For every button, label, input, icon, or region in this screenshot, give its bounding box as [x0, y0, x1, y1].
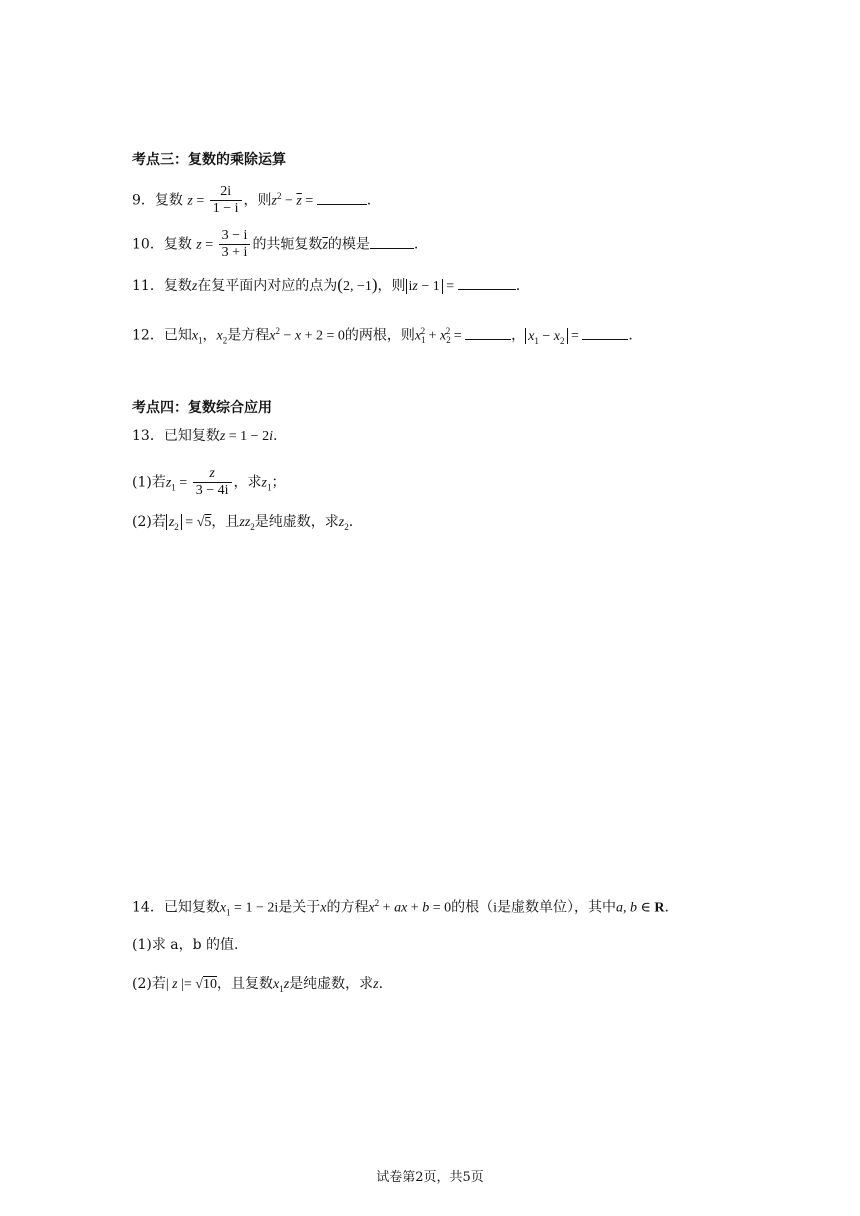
- section-heading-four: 考点四：复数综合应用: [132, 400, 272, 416]
- question-number: 9．: [132, 192, 155, 209]
- question-11: 11．复数z在复平面内对应的点为(2, −1)，则 iz − 1 = .: [132, 275, 521, 294]
- question-number: 12．: [132, 327, 164, 344]
- answer-blank: [370, 234, 414, 249]
- question-14-part-2: (2)若| z |= √10，且复数$x_1z$是纯虚数，求z.: [132, 976, 384, 994]
- fraction: $\frac{2i}{1 - i}$: [210, 184, 242, 217]
- question-14: 14．已知复数$x_1 = 1 - 2i$是关于x的方程$x^2$ + ax + b = 0的根（i是虚数单位），其中a, b ∈ R.: [132, 898, 669, 918]
- question-number: 11．: [132, 278, 164, 294]
- question-13-part-1: (1)若$z_1$ = $\frac{z}{3 - 4i}$ ，求$z_1$；: [132, 466, 286, 498]
- answer-blank: [465, 325, 511, 340]
- answer-blank: [458, 275, 516, 290]
- question-13-part-2: (2)若 $z_2 = √5$，且$zz_2$是纯虚数，求$z_2$.: [132, 514, 354, 532]
- answer-blank: [317, 190, 367, 205]
- fraction: $\frac{z}{3 - 4i}$: [193, 466, 232, 499]
- question-number: 14．: [132, 899, 164, 916]
- page-footer: 试卷第2页，共5页: [376, 1170, 484, 1185]
- question-13: 13．已知复数z = 1 − 2i.: [132, 428, 278, 444]
- question-12: 12．已知$x_1$，$x_2$是方程$x^2 - x + 2 = 0$的两根，则$x_1^2 + x_2^2$ = ， $x_1 - x_2$ = .: [132, 326, 633, 346]
- question-10: 10．复数 z = $\frac{3 - i}{3 + i}$ 的共轭复数$\overline{z}$的模是 .: [132, 228, 419, 260]
- fraction: $\frac{3 - i}{3 + i}$: [219, 228, 251, 261]
- question-9: 9．复数 z = $\frac{2i}{1 - i}$ ，则$z^2 - \overline{z}$ = .: [132, 184, 372, 216]
- section-heading-three: 考点三：复数的乘除运算: [132, 152, 286, 168]
- question-number: 13．: [132, 428, 164, 444]
- question-14-part-1: (1)求 a，b 的值.: [132, 937, 239, 953]
- question-number: 10．: [132, 236, 164, 253]
- answer-blank: [582, 325, 628, 340]
